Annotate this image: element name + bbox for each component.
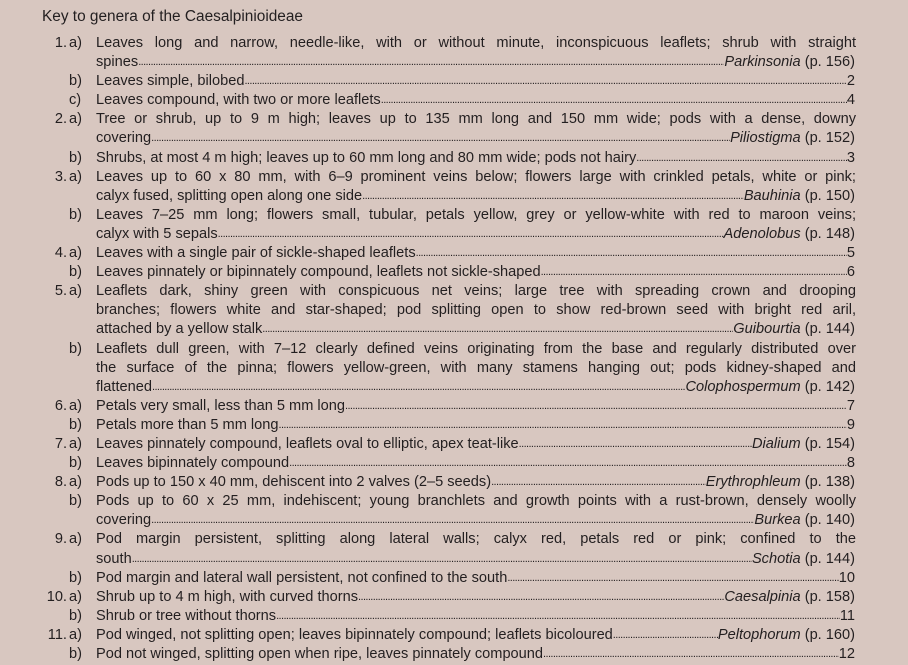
leader-dots: [138, 53, 724, 72]
lead-text: covering: [96, 130, 152, 147]
genus-name: Guibourtia: [733, 321, 801, 338]
page-reference: (p. 144): [804, 550, 855, 567]
lead-text: Pod not winged, splitting open when ripe, leaves pinnately compound: [96, 646, 544, 662]
key-line: [0, 359, 908, 378]
key-line: [0, 550, 908, 569]
key-line: [0, 588, 908, 607]
leader-dots: [543, 645, 839, 664]
lead-letter: b): [69, 455, 82, 472]
key-line: [0, 645, 908, 664]
key-line: [0, 492, 908, 511]
leader-dots: [491, 473, 706, 492]
key-line: [0, 340, 908, 359]
key-line: [0, 149, 908, 168]
lead-text: attached by a yellow stalk: [96, 321, 263, 338]
leader-dots: [262, 320, 733, 339]
lead-text: branches; flowers white and star-shaped; pod splitting open to show red-brown seed with bright red aril,: [96, 302, 856, 319]
lead-last-line: [96, 454, 855, 473]
key-line: [0, 626, 908, 645]
lead-last-line: [96, 511, 855, 530]
genus-name: Colophospermum: [685, 378, 801, 395]
lead-text: covering: [96, 512, 152, 529]
lead-letter: b): [69, 646, 82, 662]
genus-name: Bauhinia: [743, 187, 801, 204]
key-line: [0, 397, 908, 416]
go-to-couplet: 5: [846, 245, 855, 262]
lead-last-line: [96, 129, 855, 148]
lead-letter: b): [69, 264, 82, 281]
lead-text: Petals more than 5 mm long: [96, 416, 279, 433]
lead-last-line: [96, 187, 855, 206]
lead-last-line: [96, 397, 855, 416]
key-line: [0, 72, 908, 91]
lead-text: Leaves pinnately compound, leaflets oval to elliptic, apex teat-like: [96, 435, 519, 452]
lead-last-line: [96, 607, 855, 626]
page-reference: (p. 154): [804, 435, 855, 452]
go-to-couplet: 4: [846, 92, 855, 109]
key-line: [0, 129, 908, 148]
lead-text: Leaves with a single pair of sickle-shaped leaflets: [96, 245, 416, 262]
genus-name: Schotia: [751, 550, 801, 567]
lead-letter: b): [69, 607, 82, 624]
lead-text: Pod margin persistent, splitting along lateral walls; calyx red, petals red or pink; confined to the: [96, 531, 856, 548]
lead-text: Leaves pinnately or bipinnately compound, leaflets not sickle-shaped: [96, 264, 541, 281]
leader-dots: [519, 435, 752, 454]
key-line: [0, 569, 908, 588]
go-to-couplet: 6: [846, 264, 855, 281]
lead-letter: a): [69, 435, 82, 452]
lead-letter: a): [69, 531, 82, 548]
lead-text: Tree or shrub, up to 9 m high; leaves up to 135 mm long and 150 mm wide; pods with a dense, downy: [96, 111, 856, 128]
lead-letter: a): [69, 626, 82, 643]
lead-text: Shrubs, at most 4 m high; leaves up to 60 mm long and 80 mm wide; pods not hairy: [96, 149, 637, 166]
couplet-number: 6.: [54, 397, 67, 414]
lead-letter: a): [69, 168, 82, 185]
lead-text: the surface of the pinna; flowers yellow-green, with many stamens hanging out; pods kidney-shaped and: [96, 359, 856, 376]
key-line: [0, 187, 908, 206]
lead-last-line: [96, 320, 855, 339]
lead-last-line: [96, 626, 855, 645]
key-line: [0, 378, 908, 397]
page-reference: (p. 150): [804, 187, 855, 204]
key-line: [0, 225, 908, 244]
key-line: [0, 206, 908, 225]
lead-text: Shrub or tree without thorns: [96, 607, 277, 624]
lead-last-line: [96, 569, 855, 588]
lead-text: Leaves 7–25 mm long; flowers small, tubular, petals yellow, grey or yellow-white with red to maroon veins;: [96, 206, 856, 223]
key-line: [0, 454, 908, 473]
page-reference: (p. 158): [804, 588, 855, 605]
lead-text: Pod margin and lateral wall persistent, not confined to the south: [96, 569, 508, 586]
lead-letter: b): [69, 206, 82, 223]
key-line: [0, 34, 908, 53]
key-line: [0, 110, 908, 129]
lead-text: flattened: [96, 378, 152, 395]
lead-text: Leaves bipinnately compound: [96, 455, 290, 472]
page-reference: (p. 142): [804, 378, 855, 395]
lead-letter: a): [69, 111, 82, 128]
lead-letter: b): [69, 340, 82, 357]
go-to-couplet: 3: [846, 149, 855, 166]
lead-text: Leaves long and narrow, needle-like, with or without minute, inconspicuous leaflets; shrub with straight: [96, 35, 856, 51]
genus-name: Piliostigma: [730, 130, 801, 147]
key-line: [0, 473, 908, 492]
lead-last-line: [96, 244, 855, 263]
couplet-number: 9.: [54, 531, 67, 548]
go-to-couplet: 8: [846, 455, 855, 472]
page-reference: (p. 152): [804, 130, 855, 147]
lead-text: Leaflets dark, shiny green with conspicuous net veins; large tree with spreading crown and drooping: [96, 283, 856, 300]
key-line: [0, 244, 908, 263]
key-line: [0, 168, 908, 187]
key-line: [0, 301, 908, 320]
lead-last-line: [96, 225, 855, 244]
lead-last-line: [96, 473, 855, 492]
go-to-couplet: 9: [846, 416, 855, 433]
key-line: [0, 320, 908, 339]
leader-dots: [416, 244, 847, 263]
page-reference: (p. 160): [804, 626, 855, 643]
lead-text: Shrub up to 4 m high, with curved thorns: [96, 588, 359, 605]
page-reference: (p. 148): [804, 225, 855, 242]
lead-text: calyx fused, splitting open along one side: [96, 187, 363, 204]
lead-letter: b): [69, 493, 82, 510]
couplet-number: 11.: [47, 626, 67, 643]
leader-dots: [541, 263, 847, 282]
lead-letter: b): [69, 149, 82, 166]
key-title: Key to genera of the Caesalpinioideae: [42, 8, 303, 25]
leader-dots: [152, 378, 685, 397]
lead-text: Petals very small, less than 5 mm long: [96, 397, 345, 414]
leader-dots: [507, 569, 838, 588]
lead-letter: a): [69, 245, 82, 262]
go-to-couplet: 2: [846, 73, 855, 90]
key-line: [0, 282, 908, 301]
lead-text: Leaves simple, bilobed: [96, 73, 245, 90]
go-to-couplet: 12: [838, 646, 855, 662]
key-line: [0, 91, 908, 110]
lead-text: Pods up to 150 x 40 mm, dehiscent into 2 valves (2–5 seeds): [96, 474, 492, 491]
key-line: [0, 263, 908, 282]
lead-text: Leaves up to 60 x 80 mm, with 6–9 prominent veins below; flowers large with crinkled petals, white or pink;: [96, 168, 856, 185]
genus-name: Parkinsonia: [724, 54, 801, 71]
leader-dots: [276, 607, 840, 626]
lead-letter: b): [69, 73, 82, 90]
leader-dots: [151, 129, 730, 148]
key-line: [0, 511, 908, 530]
go-to-couplet: 11: [839, 607, 855, 624]
key-line: [0, 416, 908, 435]
lead-letter: b): [69, 416, 82, 433]
genus-name: Dialium: [751, 435, 801, 452]
lead-letter: c): [69, 92, 82, 109]
couplet-number: 2.: [54, 111, 67, 128]
lead-letter: a): [69, 283, 82, 300]
leader-dots: [381, 91, 847, 110]
lead-last-line: [96, 550, 855, 569]
couplet-number: 1.: [54, 35, 67, 51]
page-reference: (p. 140): [804, 512, 855, 529]
lead-letter: a): [69, 397, 82, 414]
page-reference: (p. 144): [804, 321, 855, 338]
lead-letter: a): [69, 35, 82, 51]
genus-name: Caesalpinia: [724, 588, 801, 605]
couplet-number: 10.: [46, 588, 67, 605]
key-line: [0, 435, 908, 454]
genus-name: Erythrophleum: [705, 474, 801, 491]
page-reference: (p. 156): [804, 54, 855, 71]
page-reference: (p. 138): [804, 474, 855, 491]
leader-dots: [244, 72, 846, 91]
leader-dots: [636, 149, 847, 168]
lead-letter: a): [69, 588, 82, 605]
leader-dots: [289, 454, 847, 473]
lead-text: Pods up to 60 x 25 mm, indehiscent; young branchlets and growth points with a rust-brown, densely woolly: [96, 493, 856, 510]
lead-last-line: [96, 72, 855, 91]
lead-text: Leaves compound, with two or more leaflets: [96, 92, 381, 109]
leader-dots: [279, 416, 847, 435]
key-line: [0, 53, 908, 72]
couplet-number: 3.: [54, 168, 67, 185]
lead-last-line: [96, 263, 855, 282]
couplet-number: 4.: [54, 245, 67, 262]
genus-name: Adenolobus: [723, 225, 801, 242]
lead-last-line: [96, 53, 855, 72]
key-line: [0, 607, 908, 626]
lead-text: south: [96, 550, 132, 567]
couplet-number: 5.: [54, 283, 67, 300]
leader-dots: [132, 550, 752, 569]
lead-last-line: [96, 91, 855, 110]
lead-last-line: [96, 588, 855, 607]
leader-dots: [218, 225, 724, 244]
lead-letter: b): [69, 569, 82, 586]
identification-key: [0, 34, 908, 664]
leader-dots: [358, 588, 724, 607]
genus-name: Burkea: [754, 512, 801, 529]
couplet-number: 7.: [54, 435, 67, 452]
leader-dots: [362, 187, 744, 206]
lead-text: spines: [96, 54, 139, 71]
lead-last-line: [96, 149, 855, 168]
leader-dots: [151, 511, 754, 530]
lead-last-line: [96, 416, 855, 435]
key-line: [0, 530, 908, 549]
lead-last-line: [96, 645, 855, 664]
go-to-couplet: 10: [838, 569, 855, 586]
lead-text: Pod winged, not splitting open; leaves bipinnately compound; leaflets bicoloured: [96, 626, 613, 643]
leader-dots: [345, 397, 847, 416]
lead-last-line: [96, 435, 855, 454]
lead-letter: a): [69, 474, 82, 491]
go-to-couplet: 7: [846, 397, 855, 414]
lead-text: calyx with 5 sepals: [96, 225, 218, 242]
leader-dots: [613, 626, 718, 645]
couplet-number: 8.: [54, 474, 67, 491]
lead-text: Leaflets dull green, with 7–12 clearly defined veins originating from the base and regularly distributed over: [96, 340, 856, 357]
genus-name: Peltophorum: [717, 626, 801, 643]
lead-last-line: [96, 378, 855, 397]
